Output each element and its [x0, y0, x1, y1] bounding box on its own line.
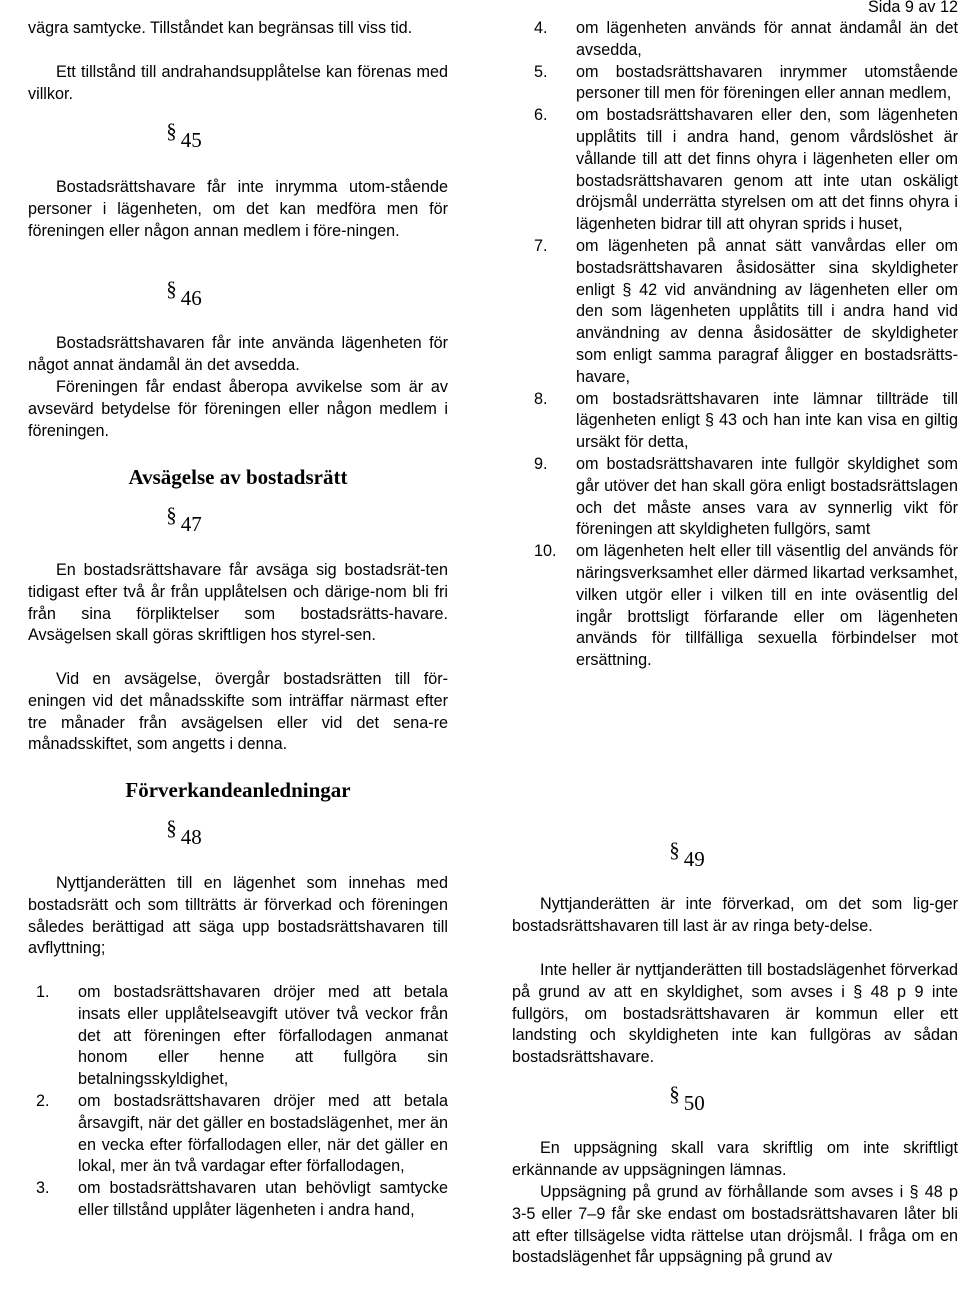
section-49-text-1: Nyttjanderätten är inte förverkad, om det som lig-ger bostadsrättshavaren till last är av ringa bety-delse.	[512, 895, 958, 935]
list-item: 1. om bostadsrättshavaren dröjer med att betala insats eller upplåtelseavgift utöver två veckor från det att föreningen efter förfallodagen anmanat honom eller henne att fullgöra sin betalningsskyldighet,	[36, 983, 448, 1089]
section-45-heading: § 45	[166, 119, 202, 152]
intro-text-2: Ett tillstånd till andrahandsupplåtelse kan förenas med villkor.	[28, 63, 448, 103]
section-50-heading: § 50	[669, 1082, 705, 1115]
list-items-4-10	[534, 18, 958, 672]
list-item: 8. om bostadsrättshavaren inte lämnar tillträde till lägenheten enligt § 43 och han inte kan visa en giltig ursäkt för detta,	[534, 389, 958, 452]
right-column	[512, 0, 958, 1267]
section-50-text-2: Uppsägning på grund av förhållande som avses i § 48 p 3-5 eller 7–9 får ske endast om bostadsrättshavaren låter bli att efter tillsägelse vidta rättelse utan dröjsmål. I fråga om en bostadslägenhet får uppsägning på grund av	[512, 1183, 958, 1267]
intro-text: vägra samtycke. Tillståndet kan begränsas till viss tid.	[28, 19, 413, 37]
section-46-text-2: Föreningen får endast åberopa avvikelse som är av avsevärd betydelse för föreningen eller någon medlem i föreningen.	[28, 378, 448, 440]
page-number: Sida 9 av 12	[868, 0, 958, 16]
section-47-text-2: Vid en avsägelse, övergår bostadsrätten till för-eningen vid det månadsskifte som inträffar närmast efter tre månader från avsägelsen eller vid det sena-re månadsskiftet, som angetts i denna.	[28, 670, 448, 754]
section-50-text-1: En uppsägning skall vara skriftlig om inte skriftligt erkännande av uppsägningen lämnas.	[512, 1139, 958, 1179]
list-items-1-3	[36, 982, 448, 1222]
list-item: 9. om bostadsrättshavaren inte fullgör skyldighet som går utöver det han skall göra enligt bostadsrättslagen och det måste anses vara av synnerlig vikt för föreningen att skyldigheten fullgörs, samt	[534, 454, 958, 539]
list-item: 2. om bostadsrättshavaren dröjer med att betala årsavgift, när det gäller en bostadslägenhet, mer än en vecka efter förfallodagen eller, när det gäller en lokal, mer än två vardagar efter förfallodagen,	[36, 1091, 448, 1176]
heading-forverkande: Förverkandeanledningar	[125, 778, 351, 802]
list-item: 7. om lägenheten på annat sätt vanvårdas eller om bostadsrättshavaren åsidosätter sina skyldigheter enligt § 42 vid användning av lägenheten eller om den som lägenheten upplåtits till i andra hand vid användning av denna åsidosätter de skyldigheter som enligt samma paragraf åligger en bostadsrätts-havare,	[534, 236, 958, 386]
list-item: 3. om bostadsrättshavaren utan behövligt samtycke eller tillstånd upplåter lägenheten i andra hand,	[36, 1179, 448, 1219]
section-47-heading: § 47	[166, 503, 202, 536]
section-49-text-2: Inte heller är nyttjanderätten till bostadslägenhet förverkad på grund av att en skyldighet, som avses i § 48 p 9 inte fullgörs, om bostadsrättshavaren är kommun eller ett landsting och skyldigheten inte kan fullgöras av sådan bostadsrättshavare.	[512, 961, 958, 1067]
section-47-text-1: En bostadsrättshavare får avsäga sig bostadsrät-ten tidigast efter två år från upplåtelsen och därige-nom bli fri från sina förpliktelser som bostadsrätts-havare. Avsägelsen skall göras skriftligen hos styrel-sen.	[28, 561, 448, 645]
heading-avsagelse: Avsägelse av bostadsrätt	[128, 465, 348, 489]
list-item: 6. om bostadsrättshavaren eller den, som lägenheten upplåtits till i andra hand, genom vårdslöshet är vållande till att det finns ohyra i lägenheten eller om bostadsrättshavaren genom att inte utan oskäligt dröjsmål underrätta styrelsen om att det finns ohyra i lägenheten bidrar till att ohyran sprids i huset,	[534, 106, 958, 234]
section-45-text: Bostadsrättshavare får inte inrymma utom-stående personer i lägenheten, om det kan medföra men för föreningen eller någon annan medlem i före-ningen.	[28, 178, 448, 240]
section-48-text: Nyttjanderätten till en lägenhet som innehas med bostadsrätt och som tillträtts är förverkad och föreningen således berättigad att säga upp bostadsrättshavaren till avflyttning;	[28, 874, 448, 958]
list-item: 5. om bostadsrättshavaren inrymmer utomstående personer till men för föreningen eller annan medlem,	[534, 62, 958, 103]
list-item: 4. om lägenheten används för annat ändamål än det avsedda,	[534, 19, 958, 59]
section-48-heading: § 48	[166, 816, 202, 849]
section-49-heading: § 49	[669, 838, 705, 871]
section-46-text-1: Bostadsrättshavaren får inte använda lägenheten för något annat ändamål än det avsedda.	[28, 334, 448, 374]
section-46-heading: § 46	[166, 277, 202, 310]
list-item: 10. om lägenheten helt eller till väsentlig del används för näringsverksamhet eller därmed likartad verksamhet, vilken utgör eller i vilken till en inte oväsentlig del ingår brottsligt förfarande eller om lägenheten används för tillfälliga sexuella förbindelser mot ersättning.	[534, 542, 958, 670]
